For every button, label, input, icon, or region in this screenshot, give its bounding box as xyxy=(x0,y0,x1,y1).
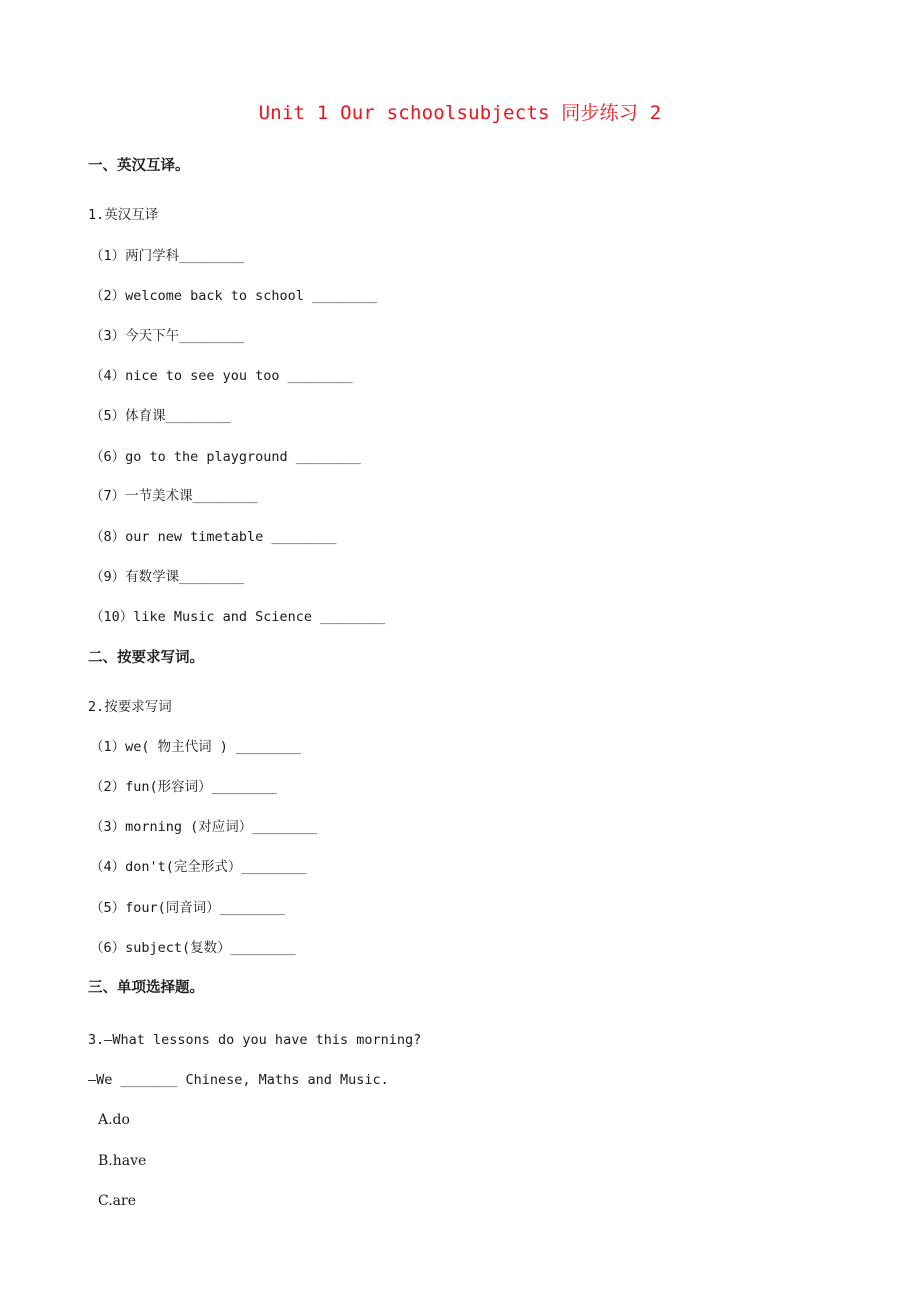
section-heading-3: 三、单项选择题。 xyxy=(88,980,204,996)
exercise-item: （6）go to the playground ________ xyxy=(90,449,361,465)
exercise-item: （3）今天下午________ xyxy=(90,328,245,344)
exercise-item: （9）有数学课________ xyxy=(90,569,245,585)
exercise-item: （1）两门学科________ xyxy=(90,248,245,264)
option-c: C.are xyxy=(98,1193,136,1209)
exercise-item: （4）don't(完全形式）________ xyxy=(90,859,307,875)
document-title: Unit 1 Our schoolsubjects 同步练习 2 xyxy=(258,102,662,124)
exercise-item: （2）welcome back to school ________ xyxy=(90,288,378,304)
question-text-line-2: —We _______ Chinese, Maths and Music. xyxy=(88,1072,389,1088)
exercise-item: （1）we( 物主代词 ) ________ xyxy=(90,739,302,755)
exercise-item: （5）体育课________ xyxy=(90,408,231,424)
section-heading-2: 二、按要求写词。 xyxy=(88,650,204,666)
question-label-2: 2.按要求写词 xyxy=(88,699,172,715)
exercise-item: （10）like Music and Science ________ xyxy=(90,609,386,625)
option-b: B.have xyxy=(98,1153,147,1169)
option-a: A.do xyxy=(98,1112,130,1128)
exercise-item: （2）fun(形容词）________ xyxy=(90,779,277,795)
exercise-item: （7）一节美术课________ xyxy=(90,488,258,504)
exercise-item: （5）four(同音词）________ xyxy=(90,900,285,916)
exercise-item: （3）morning (对应词）________ xyxy=(90,819,318,835)
question-label-1: 1.英汉互译 xyxy=(88,207,159,223)
exercise-item: （4）nice to see you too ________ xyxy=(90,368,353,384)
section-heading-1: 一、英汉互译。 xyxy=(88,158,190,174)
exercise-item: （8）our new timetable ________ xyxy=(90,529,337,545)
question-text-line-1: 3.—What lessons do you have this morning? xyxy=(88,1032,422,1048)
exercise-item: （6）subject(复数）________ xyxy=(90,940,296,956)
